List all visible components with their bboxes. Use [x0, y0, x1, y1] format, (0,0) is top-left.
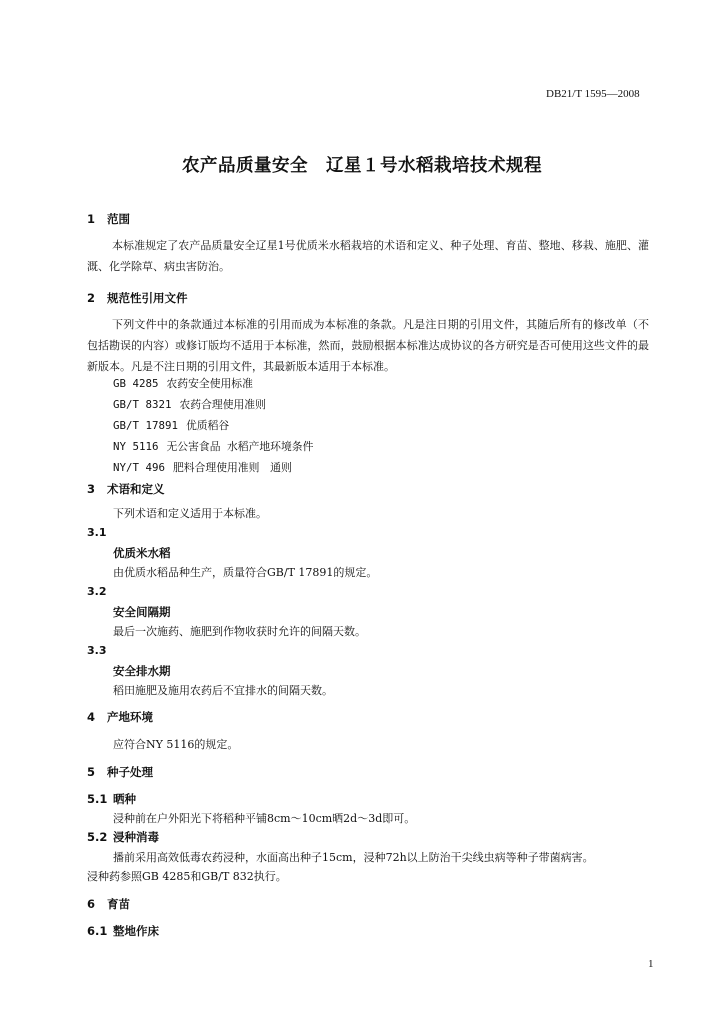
term-name: 安全排水期 [113, 664, 171, 678]
section-title: 育苗 [107, 897, 130, 911]
section-title: 术语和定义 [107, 482, 165, 496]
section-number: 3 [87, 482, 96, 496]
reference-item [113, 439, 313, 454]
section-title: 种子处理 [107, 765, 153, 779]
reference-title: 肥料合理使用准则 通则 [173, 461, 292, 474]
section-3-intro: 下列术语和定义适用于本标准。 [113, 507, 267, 520]
subsection-title: 晒种 [113, 792, 136, 806]
reference-code: NY 5116 [113, 440, 159, 453]
term-name: 优质米水稻 [113, 546, 171, 560]
reference-title: 农药合理使用准则 [179, 398, 266, 411]
subsection-number: 5.2 [87, 830, 108, 844]
section-number: 5 [87, 765, 96, 779]
reference-code: GB 4285 [113, 377, 159, 390]
subsection-5-1-heading [87, 791, 136, 807]
term-name: 安全间隔期 [113, 605, 171, 619]
section-4-paragraph: 应符合NY 5116的规定。 [113, 738, 239, 751]
section-2-paragraph: 下列文件中的条款通过本标准的引用而成为本标准的条款。凡是注日期的引用文件，其随后所有的修改单（不包括勘误的内容）或修订版均不适用于本标准，然而，鼓励根据本标准达成协议的各方研究是否可使用这些文件的最新版本。凡是不注日期的引用文件，其最新版本适用于本标准。 [87, 318, 649, 373]
section-1-paragraph: 本标准规定了农产品质量安全辽星1号优质米水稻栽培的术语和定义、种子处理、育苗、整地、移栽、施肥、灌溉、化学除草、病虫害防治。 [87, 239, 649, 273]
section-2-heading [87, 290, 188, 306]
subsection-number: 5.1 [87, 792, 108, 806]
subsection-6-1-heading [87, 923, 159, 939]
reference-item [113, 460, 292, 475]
section-title: 产地环境 [107, 710, 153, 724]
section-4-heading [87, 709, 153, 725]
reference-code: GB/T 8321 [113, 398, 172, 411]
subsection-5-2-paragraph-line: 播前采用高效低毒农药浸种，水面高出种子15cm，浸种72h以上防治干尖线虫病等种子带菌病害。 [113, 851, 594, 864]
reference-item [113, 418, 229, 433]
term-number: 3.3 [87, 644, 107, 657]
section-3-heading [87, 481, 165, 497]
reference-title: 优质稻谷 [186, 419, 230, 432]
subsection-title: 浸种消毒 [113, 830, 159, 844]
reference-code: GB/T 17891 [113, 419, 179, 432]
term-definition: 稻田施肥及施用农药后不宜排水的间隔天数。 [113, 684, 333, 697]
section-number: 4 [87, 710, 96, 724]
section-number: 2 [87, 291, 96, 305]
section-title: 范围 [107, 212, 130, 226]
section-5-heading [87, 764, 153, 780]
section-number: 6 [87, 897, 96, 911]
subsection-title: 整地作床 [113, 924, 159, 938]
reference-item [113, 376, 253, 391]
document-title: 农产品质量安全 辽星１号水稻栽培技术规程 [182, 156, 542, 176]
term-number: 3.2 [87, 585, 107, 598]
subsection-number: 6.1 [87, 924, 108, 938]
subsection-5-2-heading [87, 829, 159, 845]
term-number: 3.1 [87, 526, 107, 539]
term-definition: 最后一次施药、施肥到作物收获时允许的间隔天数。 [113, 625, 366, 638]
reference-title: 无公害食品 水稻产地环境条件 [166, 440, 314, 453]
subsection-5-2-paragraph-line: 浸种药参照GB 4285和GB/T 832执行。 [87, 870, 287, 883]
section-6-heading [87, 896, 130, 912]
reference-item [113, 397, 266, 412]
section-1-heading [87, 211, 130, 227]
section-title: 规范性引用文件 [107, 291, 188, 305]
reference-code: NY/T 496 [113, 461, 166, 474]
term-definition: 由优质水稻品种生产，质量符合GB/T 17891的规定。 [113, 566, 378, 579]
section-number: 1 [87, 212, 96, 226]
reference-title: 农药安全使用标准 [166, 377, 253, 390]
document-number: DB21/T 1595—2008 [546, 88, 640, 100]
subsection-5-1-paragraph: 浸种前在户外阳光下将稻种平铺8cm～10cm晒2d～3d即可。 [113, 812, 416, 825]
page-number: 1 [648, 958, 654, 970]
